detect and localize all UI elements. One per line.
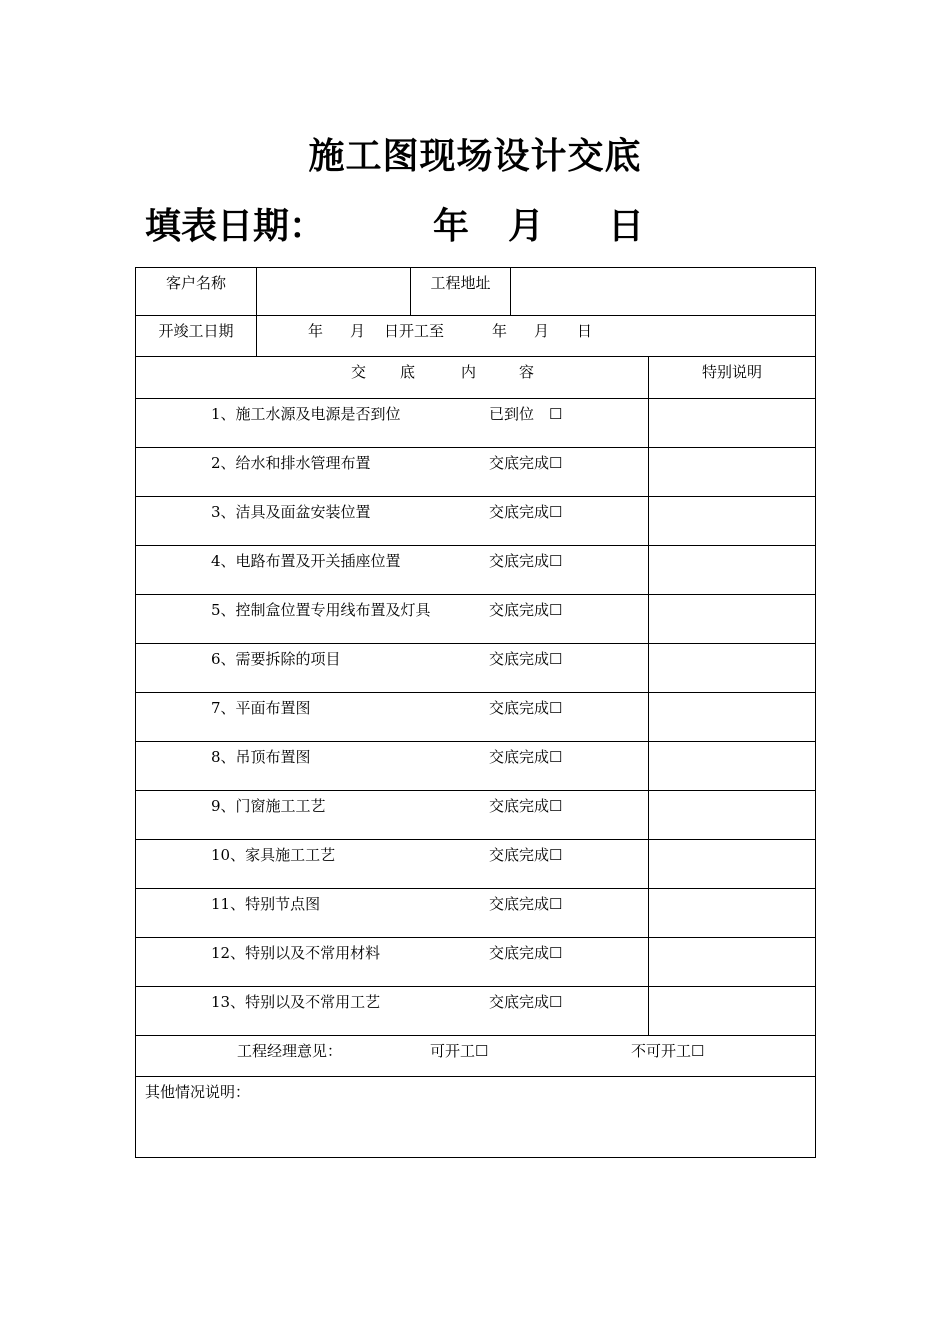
checklist-row xyxy=(136,399,816,448)
checklist-item-checkbox[interactable]: 交底完成☐ xyxy=(489,944,563,962)
checklist-item-label: 12、特别以及不常用材料 xyxy=(211,944,381,962)
checklist-item-cell xyxy=(136,644,649,693)
checklist-row xyxy=(136,791,816,840)
checklist-item-label: 11、特别节点图 xyxy=(211,895,321,913)
checklist-item-checkbox[interactable]: 交底完成☐ xyxy=(489,895,563,913)
checklist-item-label: 8、吊顶布置图 xyxy=(211,748,311,766)
checklist-item-cell xyxy=(136,791,649,840)
checklist-item-label: 2、给水和排水管理布置 xyxy=(211,454,371,472)
checklist-row xyxy=(136,938,816,987)
address-label: 工程地址 xyxy=(430,274,491,292)
checklist-item-checkbox[interactable]: 交底完成☐ xyxy=(489,601,563,619)
checklist-item-cell xyxy=(136,595,649,644)
content-header-char-2: 底 xyxy=(400,363,416,381)
address-label-cell xyxy=(411,268,511,316)
start-day-to: 日开工至 xyxy=(384,322,445,340)
checklist-item-label: 10、家具施工工艺 xyxy=(211,846,336,864)
cannot-start-checkbox[interactable]: 不可开工☐ xyxy=(631,1042,705,1060)
content-header-char-4: 容 xyxy=(519,363,535,381)
checklist-item-cell xyxy=(136,889,649,938)
checklist-item-checkbox[interactable]: 交底完成☐ xyxy=(489,454,563,472)
checklist-item-cell xyxy=(136,840,649,889)
items-body xyxy=(136,399,816,1036)
checklist-item-label: 1、施工水源及电源是否到位 xyxy=(211,405,401,423)
customer-name-field[interactable] xyxy=(257,268,411,316)
special-note-field[interactable] xyxy=(649,791,816,840)
checklist-row xyxy=(136,546,816,595)
special-note-field[interactable] xyxy=(649,938,816,987)
checklist-item-cell xyxy=(136,693,649,742)
checklist-row xyxy=(136,448,816,497)
checklist-item-cell xyxy=(136,546,649,595)
checklist-row xyxy=(136,889,816,938)
checklist-row xyxy=(136,840,816,889)
checklist-item-label: 4、电路布置及开关插座位置 xyxy=(211,552,401,570)
end-day: 日 xyxy=(577,322,593,340)
special-note-field[interactable] xyxy=(649,399,816,448)
checklist-item-checkbox[interactable]: 交底完成☐ xyxy=(489,503,563,521)
fill-date-month: 月 xyxy=(508,205,545,247)
customer-label: 客户名称 xyxy=(165,274,226,292)
special-note-field[interactable] xyxy=(649,840,816,889)
address-field[interactable] xyxy=(511,268,816,316)
can-start-checkbox[interactable]: 可开工☐ xyxy=(430,1042,489,1060)
checklist-item-label: 6、需要拆除的项目 xyxy=(211,650,341,668)
checklist-item-cell xyxy=(136,399,649,448)
special-note-field[interactable] xyxy=(649,889,816,938)
checklist-row xyxy=(136,987,816,1036)
special-note-field[interactable] xyxy=(649,595,816,644)
checklist-item-checkbox[interactable]: 交底完成☐ xyxy=(489,650,563,668)
other-label: 其他情况说明： xyxy=(145,1083,251,1101)
date-range-field[interactable] xyxy=(257,316,816,357)
end-month: 月 xyxy=(534,322,550,340)
checklist-item-cell xyxy=(136,987,649,1036)
customer-row xyxy=(136,268,816,316)
content-header-char-1: 交 xyxy=(351,363,367,381)
other-row xyxy=(136,1077,816,1158)
special-note-field[interactable] xyxy=(649,987,816,1036)
date-range-row xyxy=(136,316,816,357)
special-note-field[interactable] xyxy=(649,497,816,546)
checklist-item-checkbox[interactable]: 交底完成☐ xyxy=(489,993,563,1011)
fill-date-year: 年 xyxy=(433,205,470,247)
special-note-field[interactable] xyxy=(649,693,816,742)
end-year: 年 xyxy=(492,322,508,340)
checklist-row xyxy=(136,742,816,791)
manager-row xyxy=(136,1036,816,1077)
customer-label-cell xyxy=(136,268,257,316)
checklist-row xyxy=(136,644,816,693)
checklist-item-checkbox[interactable]: 已到位 ☐ xyxy=(489,405,563,423)
checklist-item-checkbox[interactable]: 交底完成☐ xyxy=(489,552,563,570)
special-note-field[interactable] xyxy=(649,546,816,595)
checklist-item-cell xyxy=(136,448,649,497)
fill-date-day: 日 xyxy=(608,205,645,247)
manager-label: 工程经理意见： xyxy=(237,1042,343,1060)
checklist-item-cell xyxy=(136,497,649,546)
special-note-field[interactable] xyxy=(649,742,816,791)
checklist-item-cell xyxy=(136,742,649,791)
checklist-row xyxy=(136,595,816,644)
checklist-item-cell xyxy=(136,938,649,987)
checklist-row xyxy=(136,693,816,742)
fill-date-label: 填表日期： xyxy=(145,205,326,247)
checklist-item-checkbox[interactable]: 交底完成☐ xyxy=(489,699,563,717)
note-header-cell xyxy=(649,357,816,399)
content-header-cell xyxy=(136,357,649,399)
other-notes-field[interactable] xyxy=(136,1077,816,1158)
page-title: 施工图现场设计交底 xyxy=(308,135,642,177)
start-year: 年 xyxy=(308,322,324,340)
checklist-item-label: 5、控制盒位置专用线布置及灯具 xyxy=(211,601,431,619)
checklist-item-label: 9、门窗施工工艺 xyxy=(211,797,326,815)
manager-cell xyxy=(136,1036,816,1077)
checklist-item-checkbox[interactable]: 交底完成☐ xyxy=(489,797,563,815)
checklist-item-label: 3、洁具及面盆安装位置 xyxy=(211,503,371,521)
date-label: 开竣工日期 xyxy=(158,322,234,340)
fill-date xyxy=(145,198,665,246)
handover-form-table xyxy=(135,267,816,1158)
content-header-row xyxy=(136,357,816,399)
date-label-cell xyxy=(136,316,257,357)
special-note-field[interactable] xyxy=(649,448,816,497)
checklist-item-checkbox[interactable]: 交底完成☐ xyxy=(489,748,563,766)
start-month: 月 xyxy=(350,322,366,340)
special-note-field[interactable] xyxy=(649,644,816,693)
checklist-item-label: 13、特别以及不常用工艺 xyxy=(211,993,381,1011)
checklist-row xyxy=(136,497,816,546)
checklist-item-checkbox[interactable]: 交底完成☐ xyxy=(489,846,563,864)
note-header: 特别说明 xyxy=(701,363,762,381)
content-header-char-3: 内 xyxy=(461,363,477,381)
checklist-item-label: 7、平面布置图 xyxy=(211,699,311,717)
